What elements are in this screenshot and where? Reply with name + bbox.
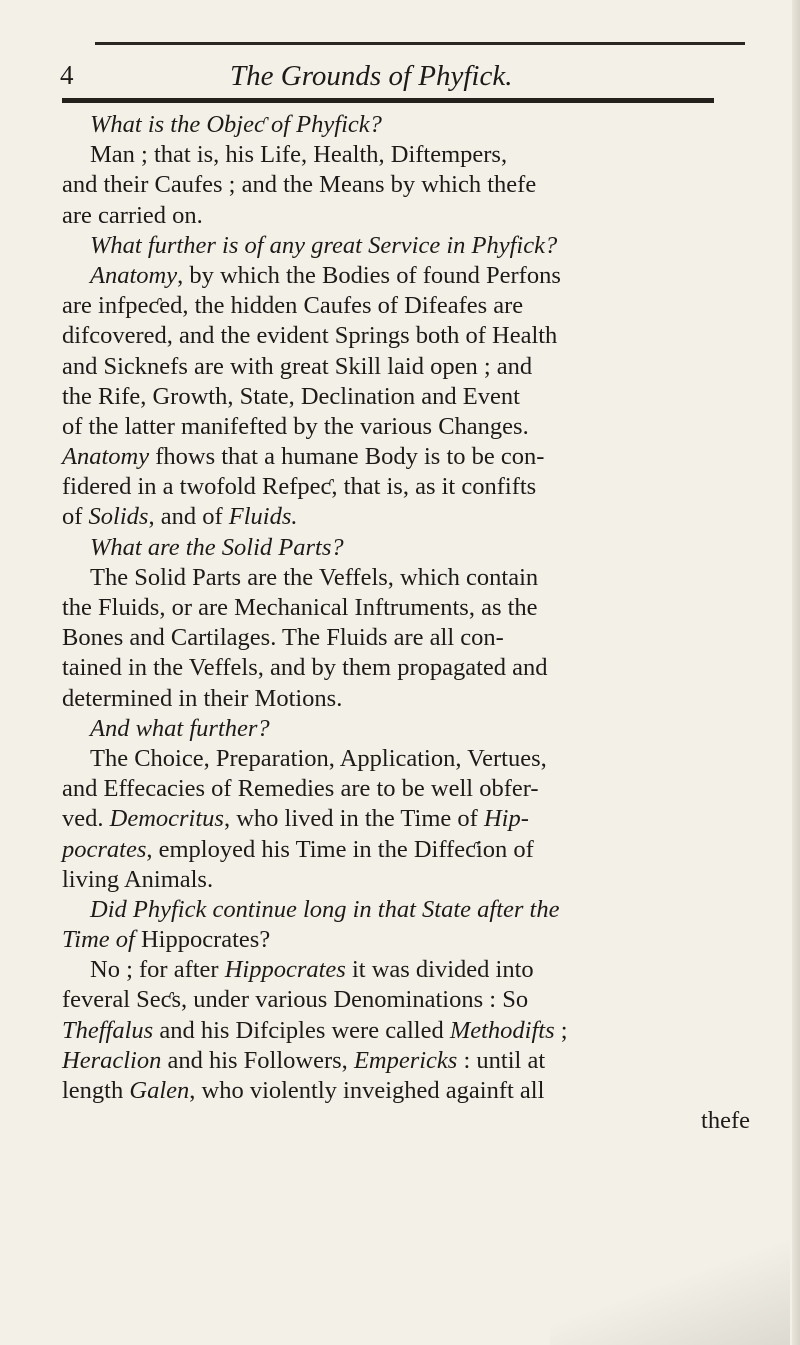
- text-run: feveral Seƈs, under various Denominations : So: [62, 986, 529, 1014]
- text-run: length: [62, 1077, 130, 1104]
- text-run: Bones and Cartilages. The Fluids are all con-: [62, 624, 504, 652]
- text-run: , who lived in the Time of: [223, 805, 484, 833]
- question-line: [62, 714, 752, 744]
- text-run: Time of: [62, 926, 141, 954]
- question-line: [62, 231, 752, 261]
- catchword: [62, 1106, 752, 1136]
- text-line: [62, 502, 752, 532]
- page-edge: [792, 0, 800, 1345]
- text-run: and Sicknefs are with great Skill laid open ; and: [62, 352, 533, 380]
- text-line: [62, 985, 752, 1015]
- text-line: [62, 140, 752, 170]
- text-line: [62, 321, 752, 351]
- text-run: And what further?: [90, 714, 270, 742]
- top-rule: [95, 42, 745, 45]
- question-line: [62, 110, 752, 140]
- text-line: [62, 1076, 752, 1106]
- text-run: Hippocrates?: [140, 926, 271, 954]
- text-line: [62, 804, 752, 834]
- text-run: fidered in a twofold Refpeƈ, that is, as it confifts: [62, 473, 537, 501]
- text-line: [62, 291, 752, 321]
- text-run: Empericks: [353, 1046, 458, 1074]
- text-line: [62, 835, 752, 865]
- text-line: [62, 1046, 752, 1076]
- text-run: Solids: [88, 503, 149, 531]
- text-line: [62, 170, 752, 200]
- text-run: Fluids.: [228, 503, 298, 531]
- text-line: [62, 653, 752, 683]
- text-run: and his Followers,: [161, 1046, 354, 1074]
- text-run: Methodifts: [449, 1016, 555, 1044]
- text-run: fhows that a humane Body is to be con-: [149, 443, 545, 471]
- text-run: : until at: [457, 1046, 546, 1074]
- text-run: The Choice, Preparation, Application, Vertues,: [90, 744, 547, 772]
- question-line: [62, 895, 752, 925]
- text-line: [62, 352, 752, 382]
- text-run: Did Phyfick continue long in that State after the: [90, 895, 560, 923]
- text-run: are infpeƈed, the hidden Caufes of Difeafes are: [62, 292, 524, 320]
- text-run: Anatomy: [62, 443, 150, 471]
- text-run: of the latter manifefted by the various Changes.: [62, 412, 529, 440]
- text-line: [62, 1016, 752, 1046]
- text-line: [62, 412, 752, 442]
- text-run: difcovered, and the evident Springs both of Health: [62, 322, 558, 350]
- text-run: the Rife, Growth, State, Declination and Event: [62, 382, 520, 410]
- page-number: 4: [60, 60, 74, 90]
- text-run: , by which the Bodies of found Perfons: [177, 261, 561, 289]
- page-header: [60, 60, 750, 100]
- text-line: [62, 744, 752, 774]
- text-run: tained in the Veffels, and by them propagated and: [62, 654, 548, 682]
- running-title: The Grounds of Phyfick.: [230, 60, 513, 92]
- text-line: [62, 261, 752, 291]
- body-text: [62, 110, 752, 1136]
- text-run: Anatomy: [90, 261, 178, 289]
- text-run: Hippocrates: [224, 956, 346, 984]
- text-run: Theffalus: [62, 1016, 154, 1044]
- text-run: and Effecacies of Remedies are to be well obfer-: [62, 775, 539, 803]
- text-line: [62, 684, 752, 714]
- text-run: and their Caufes ; and the Means by which thefe: [62, 171, 537, 199]
- text-run: What are the Solid Parts?: [90, 533, 344, 561]
- text-line: [62, 955, 752, 985]
- text-line: [62, 442, 752, 472]
- header-rule: [62, 98, 714, 103]
- text-run: , and of: [148, 503, 229, 531]
- text-run: of: [62, 503, 89, 531]
- page-corner-shadow: [550, 1235, 790, 1345]
- question-line: [62, 533, 752, 563]
- text-run: thefe: [701, 1107, 750, 1135]
- text-run: Galen: [129, 1077, 190, 1104]
- text-run: , who violently inveighed againft all: [189, 1077, 545, 1104]
- text-run: No ; for after: [90, 956, 225, 984]
- text-line: [62, 563, 752, 593]
- text-line: [62, 382, 752, 412]
- text-line: [62, 925, 752, 955]
- text-run: Man ; that is, his Life, Health, Diftempers,: [90, 141, 508, 169]
- text-run: ;: [554, 1016, 568, 1044]
- text-run: living Animals.: [62, 865, 214, 893]
- text-line: [62, 623, 752, 653]
- text-line: [62, 865, 752, 895]
- text-line: [62, 201, 752, 231]
- text-run: , employed his Time in the Diffeƈion of: [146, 835, 534, 863]
- text-run: it was divided into: [345, 956, 534, 984]
- text-run: The Solid Parts are the Veffels, which contain: [90, 563, 539, 591]
- text-run: determined in their Motions.: [62, 684, 343, 712]
- text-line: [62, 774, 752, 804]
- text-run: ved.: [62, 805, 110, 833]
- text-run: What is the Objeƈ of Phyfick?: [90, 111, 382, 138]
- text-run: and his Difciples were called: [153, 1016, 450, 1044]
- text-line: [62, 472, 752, 502]
- text-run: Hip-: [483, 805, 529, 833]
- text-run: pocrates: [62, 835, 147, 863]
- text-run: Heraclion: [62, 1046, 162, 1074]
- text-line: [62, 593, 752, 623]
- text-run: Democritus: [109, 805, 224, 833]
- text-run: the Fluids, or are Mechanical Inftruments, as the: [62, 594, 538, 621]
- text-run: What further is of any great Service in Phyfick?: [90, 231, 558, 259]
- text-run: are carried on.: [62, 201, 203, 229]
